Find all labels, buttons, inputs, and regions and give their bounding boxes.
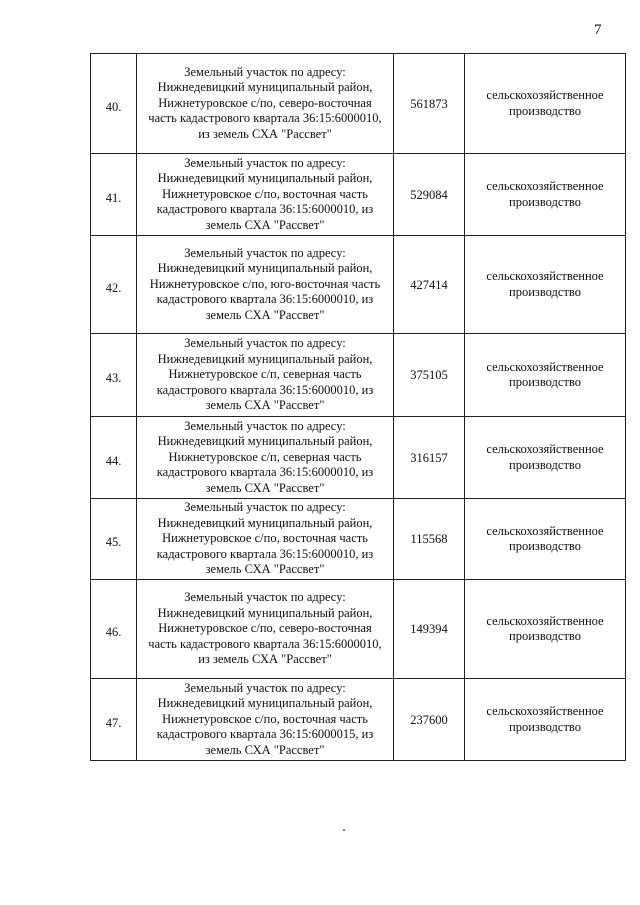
description-line: земель СХА "Рассвет" — [205, 307, 325, 322]
page-number: 7 — [594, 22, 602, 38]
row-number: 42. — [91, 236, 137, 334]
description-line: Нижнедевицкий муниципальный район, — [157, 605, 373, 620]
description-line: земель СХА "Рассвет" — [205, 742, 325, 757]
plot-description — [137, 417, 394, 499]
table-row — [91, 154, 626, 236]
row-number: 47. — [91, 679, 137, 761]
description-line: Нижнедевицкий муниципальный район, — [157, 434, 373, 449]
description-line: Нижнетуровское с/по, северо-восточная — [158, 621, 372, 636]
plot-usage — [465, 236, 626, 334]
plot-area: 149394 — [394, 580, 465, 679]
plot-area: 561873 — [394, 54, 465, 154]
plot-description — [137, 679, 394, 761]
table-row — [91, 580, 626, 679]
description-line: Нижнедевицкий муниципальный район, — [157, 515, 373, 530]
description-line: Нижнетуровское с/п, северная часть — [168, 449, 362, 464]
description-line: Земельный участок по адресу: — [184, 418, 346, 433]
plot-area: 115568 — [394, 499, 465, 580]
usage-line: сельскохозяйственное — [486, 179, 604, 193]
usage-line: производство — [509, 457, 581, 472]
table-row — [91, 54, 626, 154]
table-body — [91, 54, 626, 761]
description-line: Нижнетуровское с/по, восточная часть — [162, 531, 368, 546]
usage-line: производство — [509, 194, 581, 209]
description-line: Земельный участок по адресу: — [184, 245, 346, 260]
row-number: 43. — [91, 334, 137, 417]
description-line: Земельный участок по адресу: — [184, 500, 346, 515]
usage-line: сельскохозяйственное — [486, 269, 604, 283]
table-row — [91, 334, 626, 417]
description-line: земель СХА "Рассвет" — [205, 398, 325, 413]
description-line: земель СХА "Рассвет" — [205, 480, 325, 495]
description-line: кадастрового квартала 36:15:6000010, из — [156, 465, 374, 480]
usage-line: производство — [509, 375, 581, 389]
description-line: Земельный участок по адресу: — [184, 680, 346, 695]
usage-line: производство — [509, 103, 581, 118]
plot-usage — [465, 499, 626, 580]
description-line: кадастрового квартала 36:15:6000010, из — [156, 202, 374, 217]
table-row — [91, 236, 626, 334]
description-line: кадастрового квартала 36:15:6000010, из — [156, 292, 374, 307]
plot-description — [137, 54, 394, 154]
table-row — [91, 679, 626, 761]
usage-line: производство — [509, 719, 581, 734]
description-line: из земель СХА "Рассвет" — [198, 126, 332, 141]
table-row — [91, 499, 626, 580]
plot-area: 427414 — [394, 236, 465, 334]
plot-area: 316157 — [394, 417, 465, 499]
plot-usage — [465, 580, 626, 679]
row-number: 46. — [91, 580, 137, 679]
plot-usage — [465, 417, 626, 499]
description-line: Нижнедевицкий муниципальный район, — [157, 696, 373, 711]
usage-line: производство — [509, 539, 581, 553]
usage-line: производство — [509, 629, 581, 643]
description-line: кадастрового квартала 36:15:6000010, из — [156, 546, 374, 561]
description-line: Нижнетуровское с/по, восточная часть — [162, 711, 368, 726]
usage-line: производство — [509, 284, 581, 299]
row-number: 40. — [91, 54, 137, 154]
description-line: земель СХА "Рассвет" — [205, 217, 325, 232]
plot-area: 237600 — [394, 679, 465, 761]
description-line: Нижнедевицкий муниципальный район, — [157, 261, 373, 276]
usage-line: сельскохозяйственное — [486, 359, 604, 374]
plot-description — [137, 499, 394, 580]
plot-description — [137, 154, 394, 236]
description-line: Земельный участок по адресу: — [184, 155, 346, 170]
plot-description — [137, 580, 394, 679]
description-line: кадастрового квартала 36:15:6000015, из — [156, 727, 374, 742]
plot-usage — [465, 679, 626, 761]
usage-line: сельскохозяйственное — [486, 704, 604, 718]
description-line: Нижнедевицкий муниципальный район, — [157, 171, 373, 186]
usage-line: сельскохозяйственное — [486, 442, 604, 456]
description-line: Нижнетуровское с/п, северная часть — [168, 367, 362, 382]
description-line: Нижнетуровское с/по, северо-восточная — [158, 95, 372, 110]
usage-line: сельскохозяйственное — [486, 88, 604, 102]
description-line: Нижнетуровское с/по, восточная часть — [162, 186, 368, 201]
description-line: кадастрового квартала 36:15:6000010, из — [156, 382, 374, 397]
plot-area: 529084 — [394, 154, 465, 236]
description-line: часть кадастрового квартала 36:15:6000010, — [148, 111, 382, 126]
plot-usage — [465, 154, 626, 236]
plot-usage — [465, 334, 626, 417]
description-line: Земельный участок по адресу: — [184, 336, 346, 351]
usage-line: сельскохозяйственное — [486, 613, 604, 628]
description-line: Земельный участок по адресу: — [184, 64, 346, 79]
plot-description — [137, 334, 394, 417]
plot-area: 375105 — [394, 334, 465, 417]
scan-speck — [343, 829, 345, 831]
description-line: часть кадастрового квартала 36:15:6000010, — [148, 636, 382, 651]
description-line: из земель СХА "Рассвет" — [198, 652, 332, 667]
plot-usage — [465, 54, 626, 154]
land-plots-table — [90, 53, 626, 761]
description-line: Нижнедевицкий муниципальный район, — [157, 351, 373, 366]
description-line: земель СХА "Рассвет" — [205, 562, 325, 577]
row-number: 44. — [91, 417, 137, 499]
row-number: 45. — [91, 499, 137, 580]
description-line: Нижнедевицкий муниципальный район, — [157, 80, 373, 95]
plot-description — [137, 236, 394, 334]
description-line: Нижнетуровское с/по, юго-восточная часть — [149, 276, 381, 291]
row-number: 41. — [91, 154, 137, 236]
table-row — [91, 417, 626, 499]
usage-line: сельскохозяйственное — [486, 523, 604, 538]
description-line: Земельный участок по адресу: — [184, 590, 346, 605]
